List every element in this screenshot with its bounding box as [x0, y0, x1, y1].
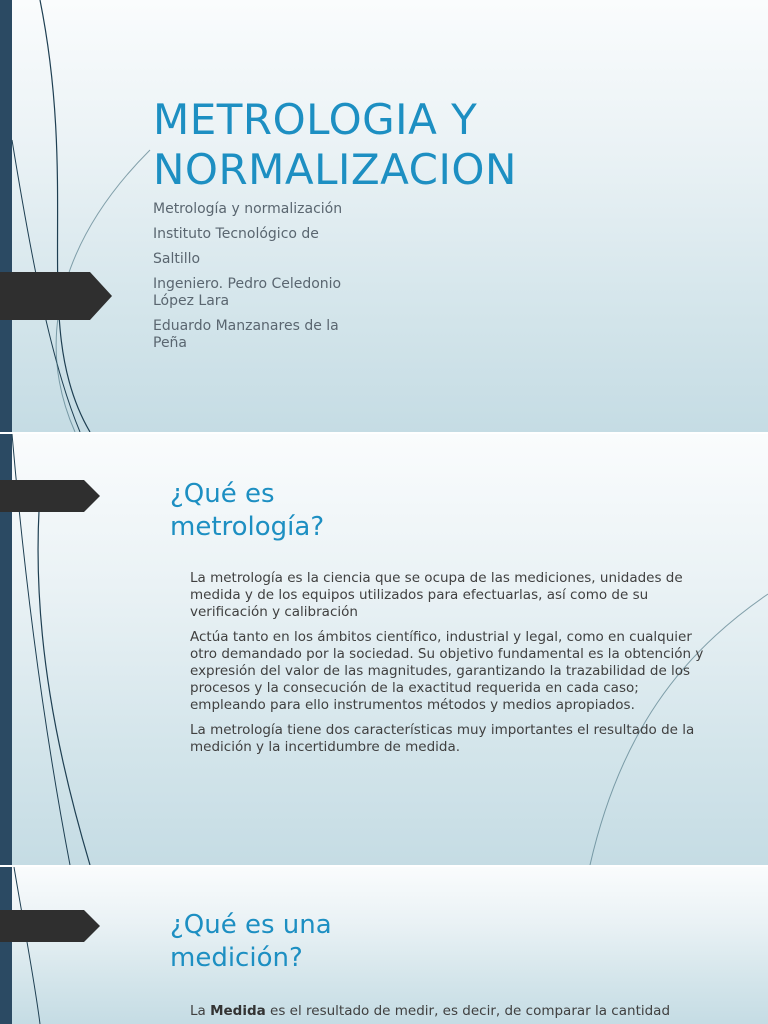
- bullet-item: [168, 570, 718, 621]
- bullet-text-prefix: La: [190, 1003, 211, 1019]
- slide-side-bar: [0, 0, 12, 432]
- content-slide-medicion[interactable]: [0, 867, 768, 1024]
- slide-heading: [170, 909, 332, 975]
- slide-heading-line: medición?: [170, 943, 303, 973]
- bullet-text-bold: Medida: [210, 1003, 266, 1019]
- slide-marker-tab: [0, 480, 100, 528]
- bullet-list: [168, 1003, 718, 1024]
- subtitle-item: Ingeniero. Pedro Celedonio López Lara: [153, 276, 342, 309]
- slide-marker-tab: [0, 910, 100, 958]
- slide-title-line: METROLOGIA Y: [153, 95, 478, 144]
- bullet-text-rest: es el resultado de medir, es decir, de comparar la cantidad: [265, 1003, 671, 1019]
- slide-title-line: NORMALIZACION: [153, 145, 517, 194]
- bullet-item: [168, 722, 718, 756]
- bullet-list: [168, 570, 718, 764]
- bullet-item: [168, 1003, 718, 1020]
- slide-heading-line: metrología?: [170, 512, 325, 542]
- slide-marker-tab: [0, 272, 112, 320]
- slide-heading-line: ¿Qué es una: [170, 910, 332, 940]
- bullet-text: Actúa tanto en los ámbitos científico, industrial y legal, como en cualquier otro demandado por la sociedad. Su objetivo fundamental es la obtención y expresión del valor de las magnitudes, garantizando la trazabilidad de los procesos y la consecución de la exactitud requerida en cada caso; empleando para ello instrumentos métodos y medios apropiados.: [190, 629, 704, 713]
- slide-heading-line: ¿Qué es: [170, 479, 275, 509]
- subtitle-list: [153, 201, 368, 360]
- slide-heading: [170, 478, 324, 544]
- subtitle-item: Metrología y normalización: [153, 201, 343, 217]
- bullet-text: La metrología es la ciencia que se ocupa de las mediciones, unidades de medida y de los equipos utilizados para efectuarlas, así como de su verificación y calibración: [190, 570, 683, 620]
- subtitle-item: Instituto Tecnológico de: [153, 226, 319, 242]
- bullet-text: [190, 1003, 670, 1019]
- title-slide[interactable]: [0, 0, 768, 432]
- content-slide-metrologia[interactable]: [0, 434, 768, 865]
- bullet-item: [168, 629, 718, 714]
- bullet-text: La metrología tiene dos características muy importantes el resultado de la medición y la incertidumbre de medida.: [190, 722, 695, 755]
- subtitle-item: Eduardo Manzanares de la Peña: [153, 318, 339, 351]
- subtitle-item: Saltillo: [153, 251, 201, 267]
- slide-title: [153, 95, 517, 195]
